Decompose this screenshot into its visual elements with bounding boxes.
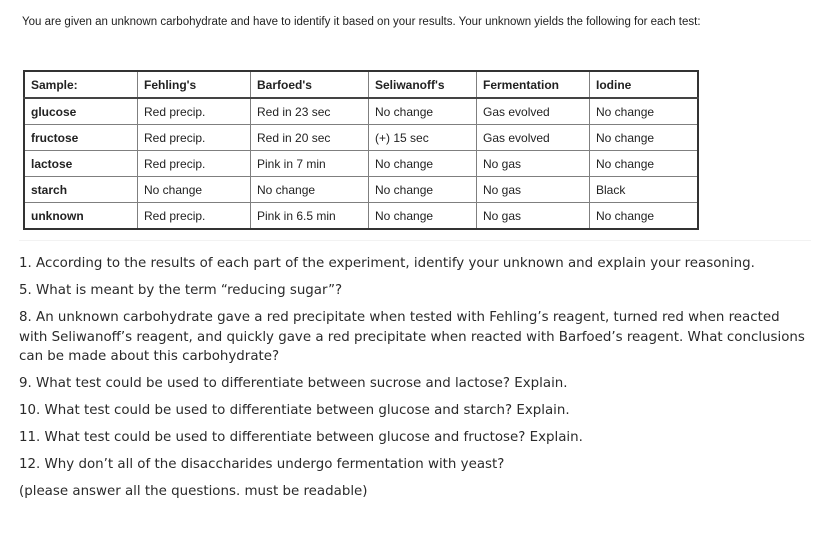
table-cell: No gas [477, 203, 590, 230]
question-11: 11. What test could be used to differentiate between glucose and fructose? Explain. [19, 430, 583, 445]
table-cell: Red in 20 sec [251, 125, 369, 151]
table-cell: No change [369, 151, 477, 177]
sample-cell: lactose [24, 151, 138, 177]
table-cell: No change [369, 203, 477, 230]
question-12: 12. Why don’t all of the disaccharides undergo fermentation with yeast? [19, 457, 505, 472]
table-cell: Red precip. [138, 203, 251, 230]
table-cell: Pink in 6.5 min [251, 203, 369, 230]
instruction-note: (please answer all the questions. must be readable) [19, 484, 368, 499]
question-10: 10. What test could be used to differentiate between glucose and starch? Explain. [19, 403, 570, 418]
table-cell: No change [369, 177, 477, 203]
table-cell: (+) 15 sec [369, 125, 477, 151]
header-iodine: Iodine [590, 71, 699, 98]
header-barfoeds: Barfoed's [251, 71, 369, 98]
header-fehlings: Fehling's [138, 71, 251, 98]
question-8: 8. An unknown carbohydrate gave a red precipitate when tested with Fehling’s reagent, turned red when reacted with Seliwanoff’s reagent, and quickly gave a red precipitate when reacted with Barfoed’s reagent. What conclusions can be made about this carbohydrate? [19, 310, 805, 364]
table-cell: No change [590, 98, 699, 125]
question-list [19, 254, 809, 509]
table-row [24, 203, 698, 230]
table-row [24, 98, 698, 125]
divider [19, 240, 811, 241]
table-cell: Black [590, 177, 699, 203]
intro-text: You are given an unknown carbohydrate and have to identify it based on your results. Your unknown yields the following for each test: [22, 16, 701, 28]
table-cell: Red precip. [138, 98, 251, 125]
sample-cell: unknown [24, 203, 138, 230]
header-seliwanoffs: Seliwanoff's [369, 71, 477, 98]
table-cell: No change [590, 151, 699, 177]
sample-cell: fructose [24, 125, 138, 151]
table-cell: No change [590, 203, 699, 230]
question-1: 1. According to the results of each part of the experiment, identify your unknown and explain your reasoning. [19, 256, 755, 271]
table-header-row [24, 71, 698, 98]
table-row [24, 177, 698, 203]
table-cell: No change [590, 125, 699, 151]
header-sample: Sample: [24, 71, 138, 98]
table-cell: No change [369, 98, 477, 125]
table-cell: Pink in 7 min [251, 151, 369, 177]
table-cell: No gas [477, 151, 590, 177]
results-table [23, 70, 699, 230]
table-cell: Red in 23 sec [251, 98, 369, 125]
table-cell: Gas evolved [477, 125, 590, 151]
table-cell: No change [251, 177, 369, 203]
table-cell: Gas evolved [477, 98, 590, 125]
table-cell: No gas [477, 177, 590, 203]
table-row [24, 125, 698, 151]
header-fermentation: Fermentation [477, 71, 590, 98]
sample-cell: glucose [24, 98, 138, 125]
table-row [24, 151, 698, 177]
table-cell: Red precip. [138, 151, 251, 177]
table-cell: No change [138, 177, 251, 203]
question-9: 9. What test could be used to differentiate between sucrose and lactose? Explain. [19, 376, 568, 391]
question-5: 5. What is meant by the term “reducing sugar”? [19, 283, 343, 298]
table-cell: Red precip. [138, 125, 251, 151]
sample-cell: starch [24, 177, 138, 203]
